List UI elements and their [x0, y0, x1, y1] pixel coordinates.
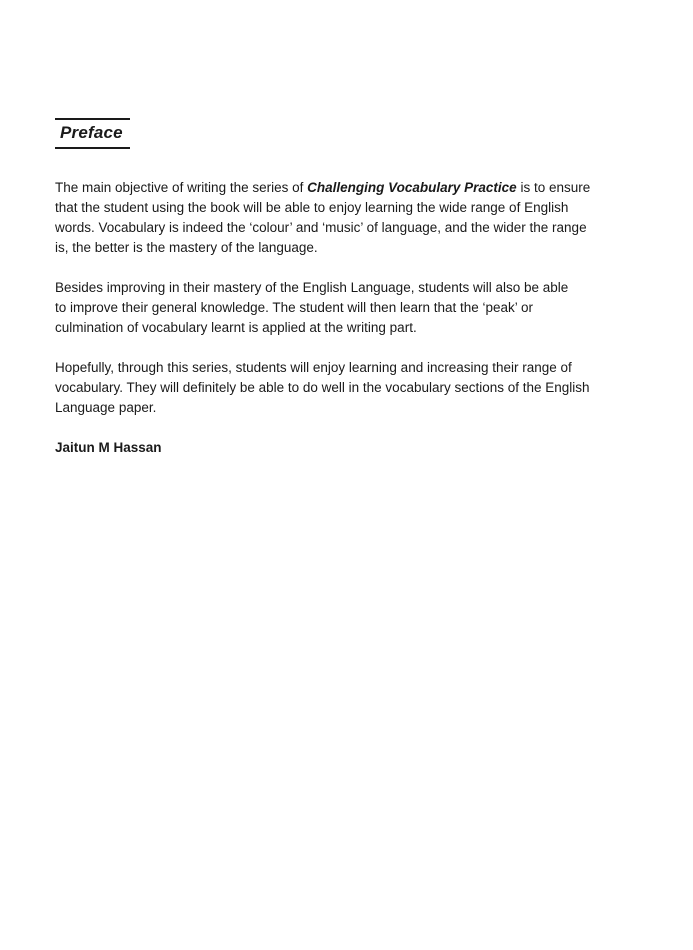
paragraph-line: culmination of vocabulary learnt is applied at the writing part. [55, 320, 417, 335]
paragraph-line [55, 178, 645, 198]
paragraph-line: is, the better is the mastery of the language. [55, 240, 318, 255]
line-text: is to ensure [516, 180, 591, 195]
book-series-title: Challenging Vocabulary Practice [307, 180, 517, 195]
page-title: Preface [60, 123, 123, 142]
paragraph-line: Hopefully, through this series, students will enjoy learning and increasing their range of [55, 360, 572, 375]
paragraph-line: Language paper. [55, 400, 157, 415]
paragraph-line: to improve their general knowledge. The student will then learn that the ‘peak’ or [55, 300, 534, 315]
heading-rule-box [55, 118, 130, 149]
paragraph-2 [55, 278, 645, 338]
paragraph-line: that the student using the book will be able to enjoy learning the wide range of English [55, 200, 569, 215]
author-name: Jaitun M Hassan [55, 440, 162, 455]
paragraph-3 [55, 358, 645, 418]
paragraph-1 [55, 178, 645, 258]
line-text: The main objective of writing the series of [55, 180, 308, 195]
paragraph-line: Besides improving in their mastery of the English Language, students will also be able [55, 280, 569, 295]
preface-body [55, 178, 645, 478]
paragraph-line: words. Vocabulary is indeed the ‘colour’ and ‘music’ of language, and the wider the range [55, 220, 587, 235]
paragraph-line: vocabulary. They will definitely be able to do well in the vocabulary sections of the English [55, 380, 590, 395]
